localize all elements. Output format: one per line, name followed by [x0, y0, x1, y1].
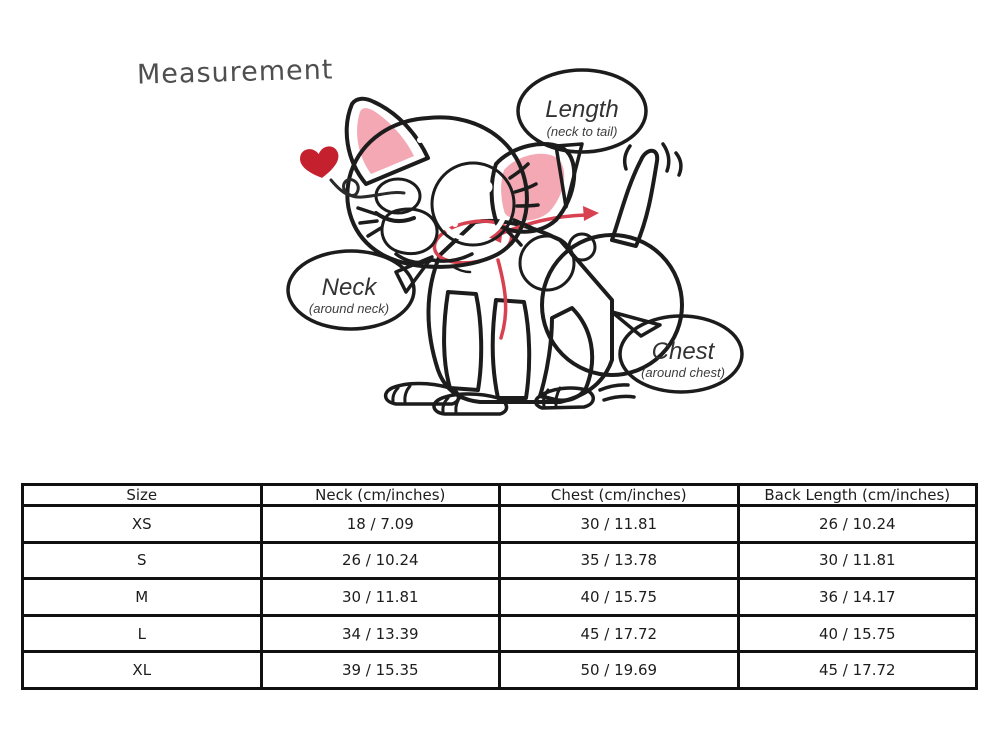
- dog-torso: [428, 221, 612, 402]
- header-chest: Chest (cm/inches): [500, 485, 739, 506]
- bubble-neck-label: Neck: [321, 274, 377, 301]
- table-row-s: [23, 542, 977, 579]
- cell-back-length: 26 / 10.24: [738, 506, 977, 543]
- cell-back-length: 30 / 11.81: [738, 542, 977, 579]
- muzzle: [382, 209, 437, 254]
- brow-highlight: [420, 132, 462, 140]
- cell-neck: 26 / 10.24: [261, 542, 500, 579]
- cell-chest: 40 / 15.75: [500, 579, 739, 616]
- page-title: Measurement: [136, 54, 334, 91]
- cell-size: S: [23, 542, 262, 579]
- table-row-l: [23, 615, 977, 652]
- cell-back-length: 45 / 17.72: [738, 652, 977, 689]
- bubble-neck-sub: (around neck): [308, 301, 390, 316]
- cell-neck: 30 / 11.81: [261, 579, 500, 616]
- cell-chest: 45 / 17.72: [500, 615, 739, 652]
- dog-tail: [612, 151, 657, 246]
- table-header-row: [23, 485, 977, 506]
- header-size: Size: [23, 485, 262, 506]
- head-shape: [347, 117, 527, 267]
- cell-size: M: [23, 579, 262, 616]
- open-eye: [432, 163, 514, 245]
- bubble-chest-sub: (around chest): [641, 365, 725, 380]
- header-neck: Neck (cm/inches): [261, 485, 500, 506]
- heart-icon: [299, 145, 341, 180]
- cell-chest: 35 / 13.78: [500, 542, 739, 579]
- length-arrowhead-right: [583, 206, 599, 221]
- front-leg-left: [444, 292, 481, 390]
- tail-motion-lines: [625, 144, 681, 175]
- cell-neck: 39 / 15.35: [261, 652, 500, 689]
- bubble-chest-label: Chest: [651, 338, 715, 365]
- left-ear-inner: [357, 108, 414, 174]
- bubble-length-sub: (neck to tail): [546, 124, 618, 139]
- cell-back-length: 36 / 14.17: [738, 579, 977, 616]
- table-row-m: [23, 579, 977, 616]
- cell-neck: 18 / 7.09: [261, 506, 500, 543]
- bubble-length-label: Length: [545, 96, 619, 123]
- eye-sparkle: [480, 181, 493, 194]
- cell-chest: 50 / 19.69: [500, 652, 739, 689]
- rear-foot-toes: [600, 385, 634, 400]
- header-back-length: Back Length (cm/inches): [738, 485, 977, 506]
- cell-neck: 34 / 13.39: [261, 615, 500, 652]
- cell-chest: 30 / 11.81: [500, 506, 739, 543]
- front-leg-right: [493, 300, 529, 398]
- size-table: [21, 483, 978, 690]
- cell-size: XL: [23, 652, 262, 689]
- table-row-xl: [23, 652, 977, 689]
- cell-size: XS: [23, 506, 262, 543]
- cell-size: L: [23, 615, 262, 652]
- dog-head: [347, 99, 574, 272]
- table-row-xs: [23, 506, 977, 543]
- cell-back-length: 40 / 15.75: [738, 615, 977, 652]
- front-paw-left: [386, 384, 459, 405]
- bubble-chest: [612, 312, 742, 392]
